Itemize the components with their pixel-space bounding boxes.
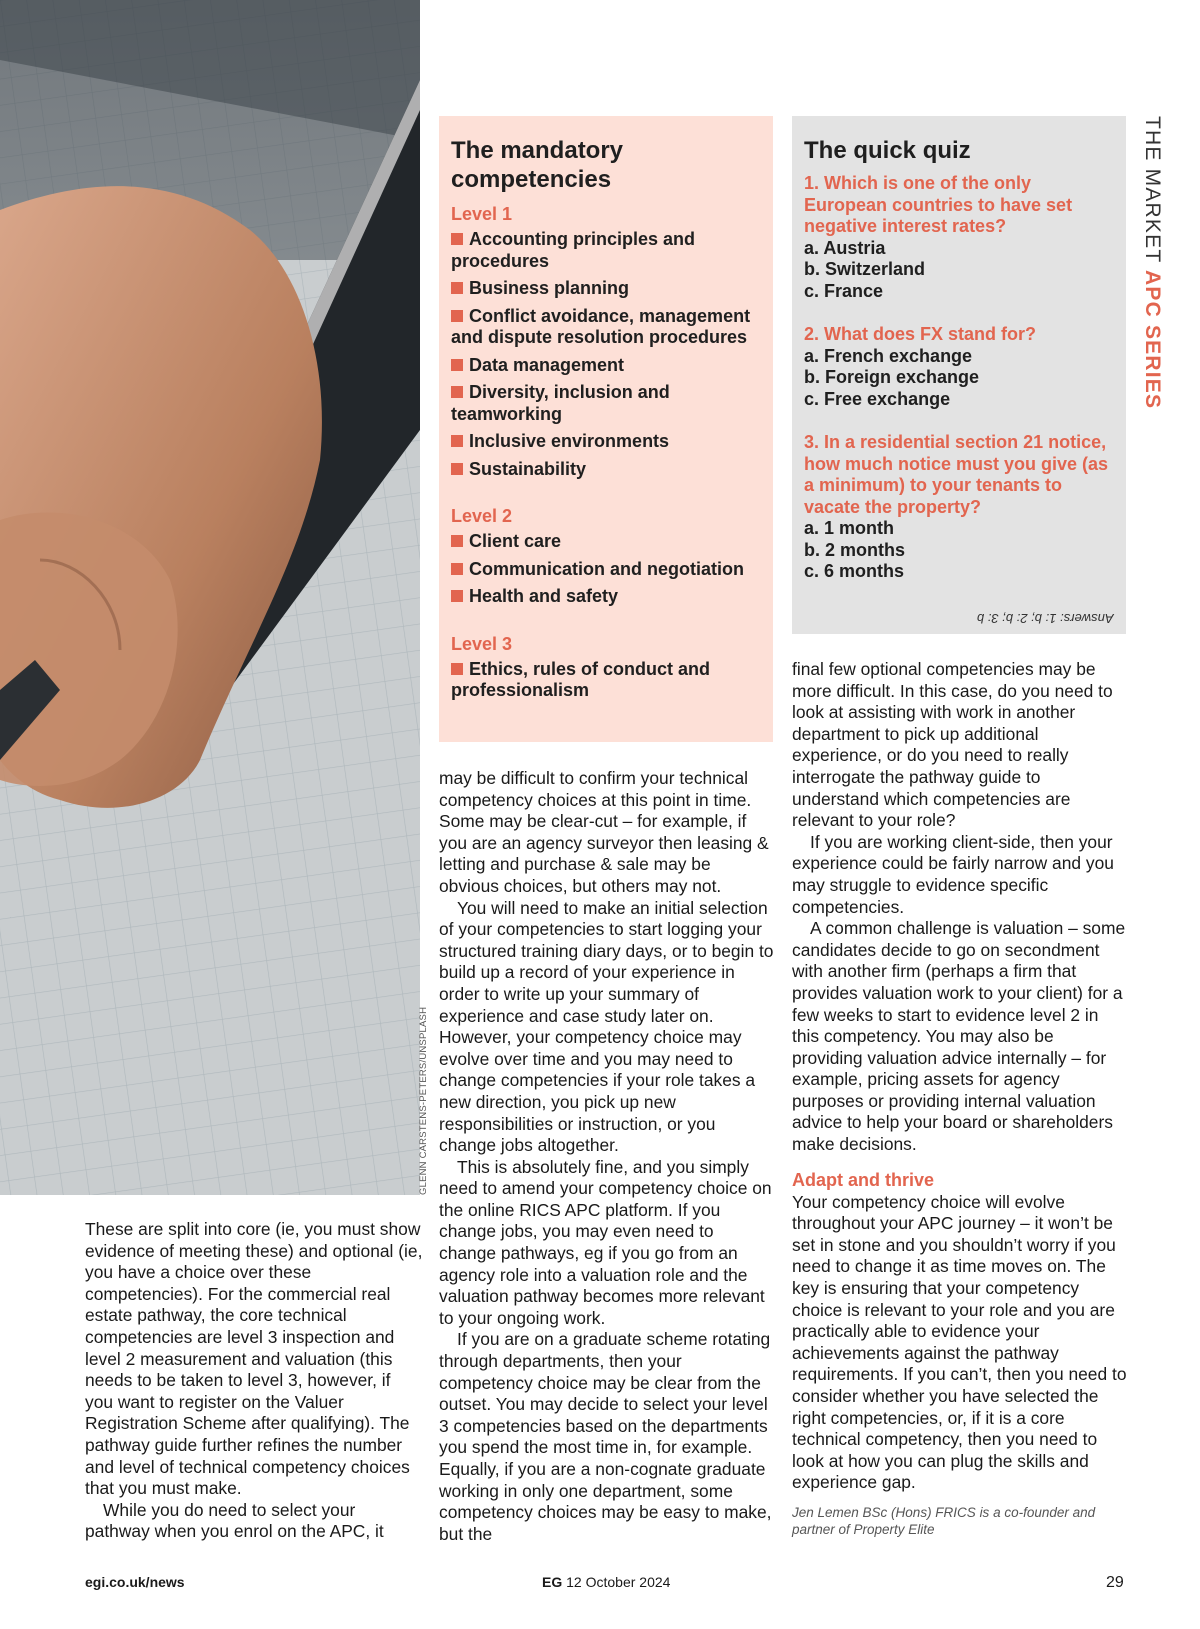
level-label: Level 1 — [451, 204, 513, 224]
body-paragraph: This is absolutely fine, and you simply need to amend your competency choice on the online RICS APC platform. If you change jobs, you may even need to change pathways, eg if you go from an agency role into a valuation role and the valuation pathway becomes more relevant to your ongoing work. — [439, 1156, 772, 1328]
body-column-1 — [85, 1219, 423, 1543]
mandatory-box-title: The mandatory competencies — [451, 137, 624, 193]
footer-issue — [542, 1574, 670, 1590]
section-header-prefix: THE MARKET — [1141, 116, 1164, 270]
competency-item: Business planning — [451, 278, 761, 300]
bullet-square-icon — [451, 590, 463, 602]
bullet-square-icon — [451, 463, 463, 475]
mandatory-competencies-box — [439, 116, 773, 742]
body-paragraph: final few optional competencies may be more difficult. In this case, do you need to look at assisting with work in another department to pick up additional experience, or do you need to really interrogate the pathway guide to understand which competencies are relevant to your role? — [792, 659, 1113, 831]
body-paragraph: A common challenge is valuation – some candidates decide to go on secondment with another firm (perhaps a firm that provides valuation work to your client) for a few weeks to start to evidence level 2 in this competency. You may also be providing valuation advice internally – for example, pricing assets for agency purposes or providing internal valuation advice to help your board or shareholders make decisions. — [792, 918, 1126, 1155]
quiz-question: 1. Which is one of the only European countries to have set negative interest rates? — [804, 173, 1073, 236]
bullet-square-icon — [451, 233, 463, 245]
quiz-question: 3. In a residential section 21 notice, how much notice must you give (as a minimum) to your tenants to vacate the property? — [804, 432, 1109, 517]
competency-item: Client care — [451, 531, 761, 553]
bullet-square-icon — [451, 435, 463, 447]
quiz-option: a. Austria — [804, 237, 886, 258]
body-column-3 — [792, 659, 1128, 1538]
bullet-square-icon — [451, 282, 463, 294]
section-header — [1140, 116, 1164, 409]
bullet-square-icon — [451, 359, 463, 371]
quiz-option: c. 6 months — [804, 561, 905, 581]
body-paragraph: If you are on a graduate scheme rotating through departments, then your competency choice may be clear from the outset. You may decide to select your level 3 competencies based on the departments you spend the most time in, for example. Equally, if you are a non-cognate graduate working in only one department, some competency choices may be easy to make, but the — [439, 1329, 772, 1544]
competency-item: Conflict avoidance, management and dispute resolution procedures — [451, 305, 751, 347]
bullet-square-icon — [451, 310, 463, 322]
footer-date: 12 October 2024 — [566, 1574, 671, 1590]
photo-credit: GLENN CARSTENS-PETERS/UNSPLASH — [418, 1006, 429, 1195]
quiz-option: c. Free exchange — [804, 388, 951, 409]
level-label: Level 2 — [451, 506, 513, 526]
quiz-option: c. France — [804, 280, 884, 301]
body-paragraph: may be difficult to confirm your technical competency choices at this point in time. Some may be clear-cut – for example, if you are an agency surveyor then leasing & letting and purchase & sale may be obvious choices, but others may not. — [439, 768, 769, 896]
bullet-square-icon — [451, 386, 463, 398]
footer-url: egi.co.uk/news — [85, 1574, 185, 1590]
quiz-option: b. 2 months — [804, 539, 906, 560]
competency-item: Ethics, rules of conduct and professionalism — [451, 658, 711, 700]
body-paragraph: If you are working client-side, then your experience could be fairly narrow and you may struggle to evidence specific competencies. — [792, 831, 1114, 917]
bullet-square-icon — [451, 663, 463, 675]
quiz-option: b. Switzerland — [804, 259, 926, 279]
author-bio: Jen Lemen BSc (Hons) FRICS is a co-founder and partner of Property Elite — [792, 1504, 1096, 1537]
subheading: Adapt and thrive — [792, 1169, 935, 1190]
quiz-question: 2. What does FX stand for? — [804, 324, 1037, 344]
quiz-answers: Answers: 1: b; 2: b; 3: b — [977, 611, 1114, 626]
competency-item: Data management — [451, 355, 761, 377]
competency-item: Accounting principles and procedures — [451, 229, 696, 271]
quiz-option: b. Foreign exchange — [804, 367, 980, 387]
hero-photo — [0, 0, 420, 1195]
level-label: Level 3 — [451, 633, 513, 654]
competency-item: Communication and negotiation — [451, 559, 761, 581]
bullet-square-icon — [451, 563, 463, 575]
competency-item: Health and safety — [451, 586, 761, 608]
body-paragraph: You will need to make an initial selection of your competencies to start logging your structured training diary days, or to begin to build up a record of your experience in order to write up your summary of experience and case study later on. However, your competency choice may evolve over time and you may need to change competencies if your role takes a new direction, you pick up new responsibilities or instruction, or you change jobs altogether. — [439, 897, 774, 1156]
footer-magazine: EG — [542, 1574, 563, 1590]
bullet-square-icon — [451, 535, 463, 547]
competency-item: Sustainability — [451, 459, 761, 481]
body-paragraph: Your competency choice will evolve throughout your APC journey – it won’t be set in stone and you shouldn’t worry if you need to change it as time moves on. The key is ensuring that your competency choice is relevant to your role and you are practically able to evidence your achievements against the pathway requirements. If you can’t, then you need to consider whether you have selected the right competencies, or, if it is a core technical competency, then you need to look at how you can plug the skills and experience gap. — [792, 1191, 1127, 1493]
quiz-option: a. 1 month — [804, 518, 895, 538]
competency-item: Diversity, inclusion and teamworking — [451, 382, 670, 424]
page-number: 29 — [1106, 1574, 1124, 1591]
section-header-accent: APC SERIES — [1141, 270, 1164, 410]
photo-illustration — [0, 0, 420, 1195]
competency-item: Inclusive environments — [451, 431, 761, 453]
body-paragraph: While you do need to select your pathway when you enrol on the APC, it — [85, 1499, 384, 1542]
body-paragraph: These are split into core (ie, you must show evidence of meeting these) and optional (ie, you have a choice over these competencies). For the commercial real estate pathway, the core technical competencies are level 3 inspection and level 2 measurement and valuation (this needs to be taken to level 3, however, if you want to register on the Valuer Registration Scheme after qualifying). The pathway guide further refines the number and level of technical competency choices that you must make. — [85, 1219, 423, 1499]
quiz-box-title: The quick quiz — [804, 137, 971, 164]
quiz-option: a. French exchange — [804, 345, 973, 366]
body-column-2 — [439, 768, 775, 1545]
quick-quiz-box — [792, 116, 1126, 634]
